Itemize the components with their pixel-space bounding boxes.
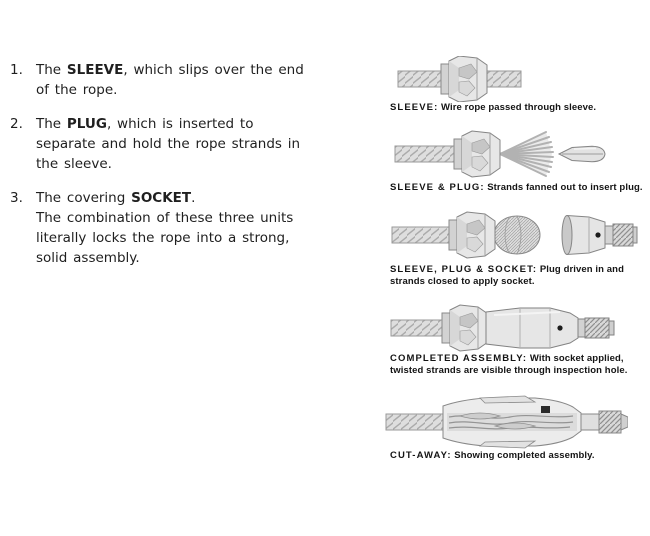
list-number: 2. bbox=[10, 116, 23, 132]
figure-caption-text: Plug driven in and strands closed to apply socket. bbox=[390, 264, 624, 287]
list-item-socket bbox=[10, 188, 355, 268]
figure-caption bbox=[390, 264, 650, 287]
list-text: The PLUG, which is inserted to separate and hold the rope strands in the sleeve. bbox=[36, 116, 301, 172]
figure-caption-label: SLEEVE, PLUG & SOCKET: bbox=[390, 264, 538, 275]
figure-caption-label: SLEEVE & PLUG: bbox=[390, 182, 485, 193]
instruction-list bbox=[10, 60, 355, 282]
figure-caption-text: Strands fanned out to insert plug. bbox=[487, 182, 643, 193]
list-text: The covering SOCKET. The combination of these three units literally locks the rope into a strong, solid assembly. bbox=[36, 190, 294, 266]
list-item-plug bbox=[10, 114, 355, 174]
figure-caption-text: Wire rope passed through sleeve. bbox=[441, 102, 597, 113]
figure-caption-text: With socket applied, twisted strands are visible through inspection hole. bbox=[390, 353, 628, 376]
figure-caption-text: Showing completed assembly. bbox=[454, 450, 595, 461]
figure-caption-label: COMPLETED ASSEMBLY: bbox=[390, 353, 528, 364]
figure-caption bbox=[390, 102, 650, 114]
figure-completed-assembly bbox=[390, 303, 627, 353]
list-number: 1. bbox=[10, 62, 23, 78]
cut-away-illustration bbox=[385, 394, 628, 452]
figure-cut-away bbox=[385, 394, 628, 452]
list-number: 3. bbox=[10, 190, 23, 206]
list-text: The SLEEVE, which slips over the end of the rope. bbox=[36, 62, 304, 98]
figure-caption bbox=[390, 353, 650, 376]
figure-sleeve bbox=[397, 56, 522, 102]
figure-caption bbox=[390, 182, 650, 194]
figure-sleeve-plug-socket bbox=[391, 208, 638, 263]
figure-sleeve-plug bbox=[394, 129, 612, 179]
completed-assembly-illustration bbox=[390, 303, 627, 353]
sleeve-plug-illustration bbox=[394, 129, 612, 179]
figure-caption bbox=[390, 450, 650, 462]
figure-caption-label: SLEEVE: bbox=[390, 102, 439, 113]
sleeve-illustration bbox=[397, 56, 522, 102]
sleeve-plug-socket-illustration bbox=[391, 208, 638, 263]
figure-caption-label: CUT-AWAY: bbox=[390, 450, 452, 461]
list-item-sleeve bbox=[10, 60, 355, 100]
